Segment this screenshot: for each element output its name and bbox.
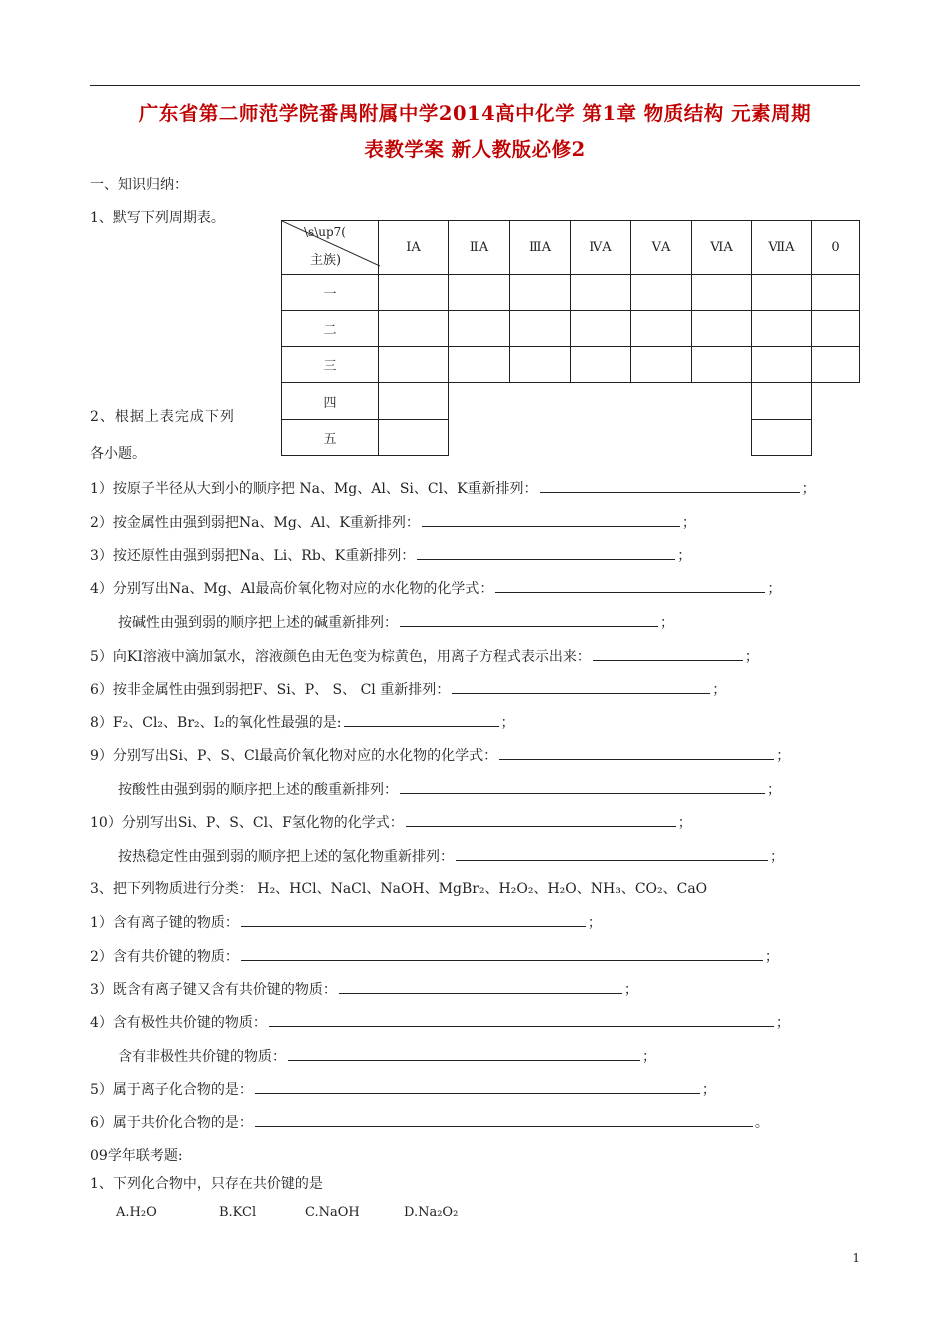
row-header: 三 [281,346,379,383]
table-cell [751,310,812,347]
answer-blank[interactable] [400,612,658,627]
document-title-line1: 广东省第二师范学院番禺附属中学2014高中化学 第1章 物质结构 元素周期 [138,102,812,125]
exam-heading: 09学年联考题: [90,1148,183,1164]
answer-blank[interactable] [540,478,800,493]
table-corner [281,220,379,275]
question-line: 2）按金属性由强到弱把Na、Mg、Al、K重新排列： ； [90,512,696,533]
row-header: 二 [281,310,379,347]
question-1: 1、默写下列周期表。 [90,210,225,226]
table-cell [630,274,692,311]
table-cell [509,274,571,311]
col-header: ⅠA [378,220,449,275]
table-cell [378,419,449,456]
table-cell [378,382,449,420]
question-line: 10）分别写出Si、P、S、Cl、F氢化物的化学式： ； [90,812,692,833]
question-line: 3）按还原性由强到弱把Na、Li、Rb、K重新排列： ； [90,545,691,566]
row-header: 四 [281,382,379,420]
corner-text-a: \s\up7( [304,225,346,239]
table-cell [630,346,692,383]
option-d[interactable]: D.Na₂O₂ [404,1205,459,1220]
row-header: 一 [281,274,379,311]
table-cell [448,310,510,347]
table-cell [691,310,752,347]
question-line: 2）含有共价键的物质： ； [90,946,779,967]
answer-blank[interactable] [452,679,710,694]
answer-blank[interactable] [255,1112,753,1127]
question-line: 3、把下列物质进行分类： H₂、HCl、NaCl、NaOH、MgBr₂、H₂O₂、H₂O、NH₃、CO₂、CaO [90,881,708,897]
col-header: ⅣA [570,220,631,275]
col-header: ⅢA [509,220,571,275]
table-cell [509,310,571,347]
col-header: ⅤA [630,220,692,275]
question-line: 9）分别写出Si、P、S、Cl最高价氧化物对应的水化物的化学式： ； [90,745,790,766]
question-line: 含有非极性共价键的物质： ； [118,1046,656,1067]
question-line: 5）属于离子化合物的是： ； [90,1079,716,1100]
answer-blank[interactable] [499,745,774,760]
table-cell [630,310,692,347]
answer-blank[interactable] [241,946,763,961]
question-line: 按碱性由强到弱的顺序把上述的碱重新排列： ； [118,612,674,633]
table-cell [811,346,860,383]
question-line: 6）属于共价化合物的是： 。 [90,1112,769,1133]
table-cell [378,274,449,311]
document-title-line2: 表教学案 新人教版必修2 [364,138,586,161]
question-line: 1）按原子半径从大到小的顺序把 Na、Mg、Al、Si、Cl、K重新排列： ； [90,478,816,499]
question-line: 4）分别写出Na、Mg、Al最高价氧化物对应的水化物的化学式： ； [90,578,781,599]
question-line: 按酸性由强到弱的顺序把上述的酸重新排列： ； [118,779,781,800]
col-header: ⅡA [448,220,510,275]
question-line: 6）按非金属性由强到弱把F、Si、P、 S、 Cl 重新排列： ； [90,679,726,700]
option-b[interactable]: B.KCl [219,1205,257,1220]
section-heading: 一、知识归纳： [90,177,188,193]
question-line: 3）既含有离子键又含有共价键的物质： ； [90,979,638,1000]
question-line: 4）含有极性共价键的物质： ； [90,1012,790,1033]
answer-blank[interactable] [241,912,586,927]
table-cell [691,274,752,311]
corner-text-b: 主族) [310,253,342,268]
col-header: ⅦA [751,220,812,275]
header-rule [90,85,860,86]
table-cell [751,346,812,383]
answer-blank[interactable] [288,1046,640,1061]
table-cell [448,274,510,311]
answer-blank[interactable] [255,1079,700,1094]
table-cell [570,346,631,383]
answer-blank[interactable] [339,979,622,994]
question-line: 8）F₂、Cl₂、Br₂、I₂的氧化性最强的是: ； [90,712,515,733]
table-cell [751,382,812,420]
col-header: 0 [811,220,860,275]
question-line: 1、下列化合物中，只存在共价键的是 [90,1176,323,1192]
answer-blank[interactable] [495,578,765,593]
col-header: ⅥA [691,220,752,275]
question-2a: 2、根据上表完成下列 [90,409,235,425]
table-cell [691,346,752,383]
question-line: 5）向KI溶液中滴加氯水，溶液颜色由无色变为棕黄色，用离子方程式表示出来： ； [90,646,759,667]
table-cell [509,346,571,383]
answer-blank[interactable] [269,1012,774,1027]
answer-blank[interactable] [593,646,743,661]
table-cell [570,310,631,347]
table-cell [378,310,449,347]
option-c[interactable]: C.NaOH [305,1205,360,1220]
table-cell [811,310,860,347]
page-number: 1 [852,1251,860,1265]
option-a[interactable]: A.H₂O [116,1205,157,1220]
question-line: 1）含有离子键的物质： ； [90,912,602,933]
table-cell [448,346,510,383]
answer-blank[interactable] [400,779,765,794]
table-cell [378,346,449,383]
table-cell [751,419,812,456]
answer-blank[interactable] [406,812,676,827]
table-cell [570,274,631,311]
question-2b: 各小题。 [90,446,146,462]
answer-blank[interactable] [456,846,768,861]
answer-blank[interactable] [344,712,499,727]
row-header: 五 [281,419,379,456]
answer-blank[interactable] [417,545,675,560]
table-cell [751,274,812,311]
answer-blank[interactable] [422,512,680,527]
table-cell [811,274,860,311]
question-line: 按热稳定性由强到弱的顺序把上述的氢化物重新排列： ； [118,846,784,867]
